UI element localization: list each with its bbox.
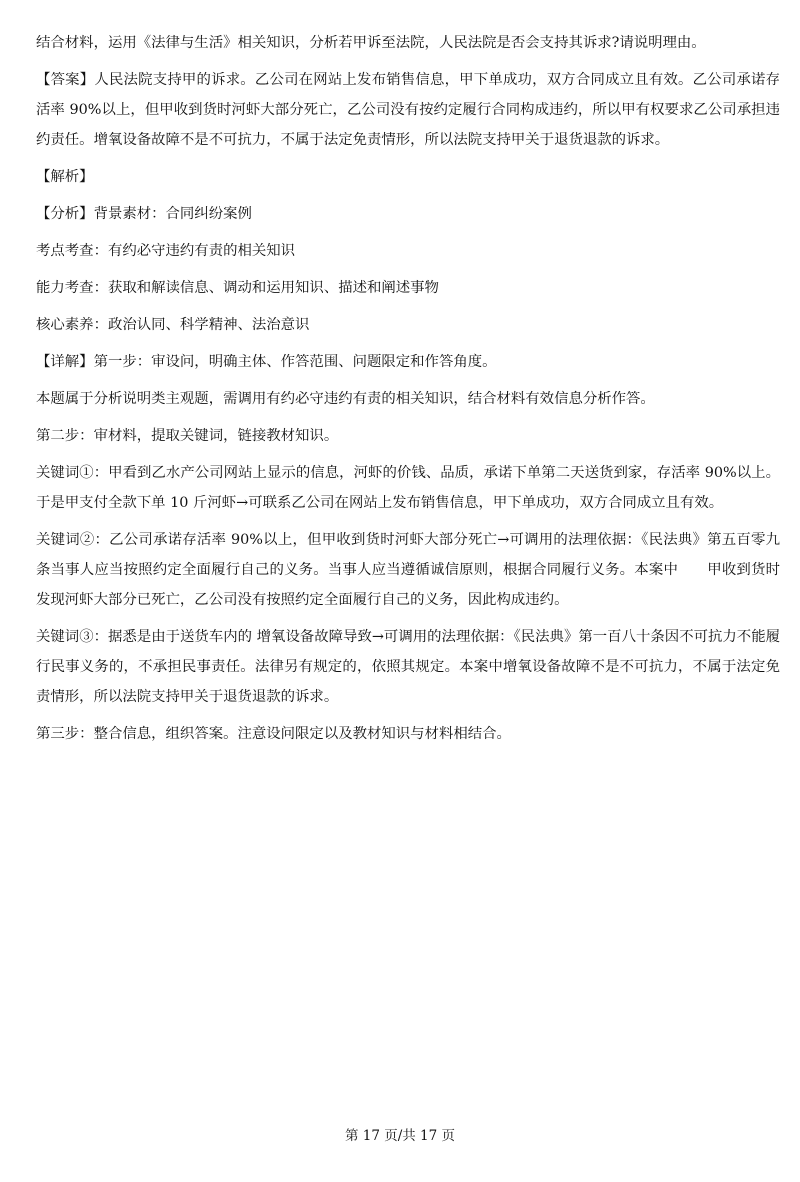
keyword-1: 关键词①：甲看到乙水产公司网站上显示的信息，河虾的价钱、品质，承诺下单第二天送货到家，存活率 90%以上。于是甲支付全款下单 10 斤河虾→可联系乙公司在网站上发布销售信息，甲下单成功，双方合同成立且有效。 [36,465,780,511]
analysis-literacy: 核心素养：政治认同、科学精神、法治意识 [36,317,310,333]
analysis-ability: 能力考查：获取和解读信息、调动和运用知识、描述和阐述事物 [36,280,439,296]
answer-text: 【答案】人民法院支持甲的诉求。乙公司在网站上发布销售信息，甲下单成功，双方合同成立且有效。乙公司承诺存活率 90%以上，但甲收到货时河虾大部分死亡，乙公司没有按约定履行合同构成违约，所以甲有权要求乙公司承担违约责任。增氧设备故障不是不可抗力，不属于法定免责情形，所以法院支持甲关于退货退款的诉求。 [36,72,780,148]
keyword-3: 关键词③：据悉是由于送货车内的 增氧设备故障导致→可调用的法理依据：《民法典》第一百八十条因不可抗力不能履行民事义务的，不承担民事责任。法律另有规定的，依照其规定。本案中增氧设备故障不是不可抗力，不属于法定免责情形，所以法院支持甲关于退货退款的诉求。 [36,629,780,705]
detail-step2: 第二步：审材料，提取关键词，链接教材知识。 [36,428,339,444]
keyword-2: 关键词②：乙公司承诺存活率 90%以上，但甲收到货时河虾大部分死亡→可调用的法理依据：《民法典》第五百零九条当事人应当按照约定全面履行自己的义务。当事人应当遵循诚信原则，根据合同履行义务。本案中 甲收到货时发现河虾大部分已死亡，乙公司没有按照约定全面履行自己的义务，因此构成违约。 [36,532,780,608]
detail-step1: 【详解】第一步：审设问，明确主体、作答范围、问题限定和作答角度。 [36,354,497,370]
document-body [36,28,780,756]
analysis-summary: 【分析】背景素材：合同纠纷案例 [36,206,252,222]
analysis-heading: 【解析】 [36,169,94,185]
question-text: 结合材料，运用《法律与生活》相关知识，分析若甲诉至法院，人民法院是否会支持其诉求?请说明理由。 [36,35,706,51]
detail-step1-note: 本题属于分析说明类主观题，需调用有约必守违约有责的相关知识，结合材料有效信息分析作答。 [36,391,655,407]
analysis-point-knowledge: 考点考查：有约必守违约有责的相关知识 [36,243,296,259]
page-footer: 第 17 页/共 17 页 [344,1128,456,1144]
detail-step3: 第三步：整合信息，组织答案。注意设问限定以及教材知识与材料相结合。 [36,726,511,742]
